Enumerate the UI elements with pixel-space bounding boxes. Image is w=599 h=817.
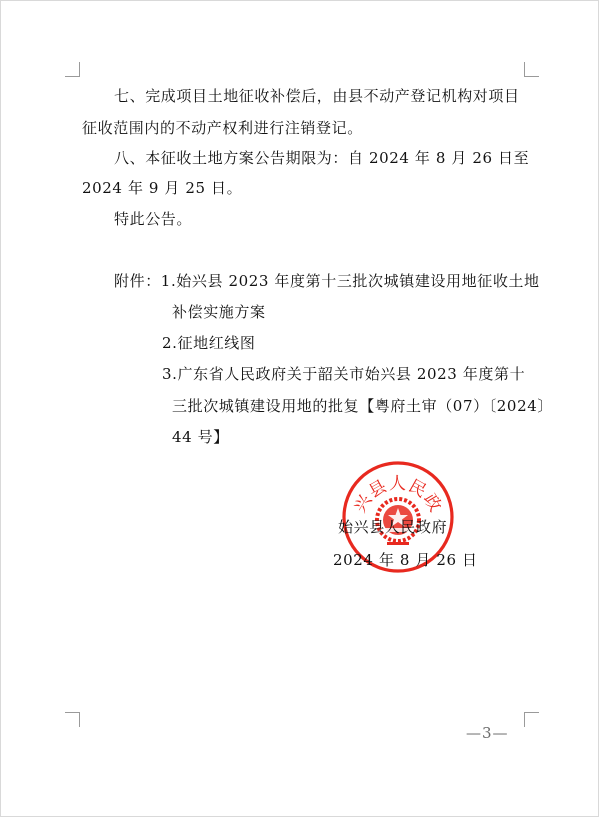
svg-text:兴县人民政: 兴县人民政 [350,474,446,517]
issuer-name: 始兴县人民政府 [338,518,448,536]
crop-mark-top-right [524,62,539,77]
paragraph-7-line-2: 征收范围内的不动产权利进行注销登记。 [82,119,363,137]
issue-date: 2024 年 8 月 26 日 [333,551,478,569]
paragraph-8-line-1: 八、本征收土地方案公告期限为：自 2024 年 8 月 26 日至 [114,149,530,167]
attachment-2: 2.征地红线图 [162,334,256,352]
attachment-1-line-2: 补偿实施方案 [172,303,266,321]
attachment-3-line-2: 三批次城镇建设用地的批复【粤府土审（07）〔2024〕 [172,397,553,415]
attachment-3-line-3: 44 号】 [172,428,229,446]
crop-mark-bottom-right [524,712,539,727]
paragraph-8-line-2: 2024 年 9 月 25 日。 [82,179,243,197]
crop-mark-top-left [65,62,80,77]
announcement-text: 特此公告。 [114,210,193,228]
paragraph-7-line-1: 七、完成项目土地征收补偿后，由县不动产登记机构对项目 [114,87,520,105]
attachment-1-line-1: 附件：1.始兴县 2023 年度第十三批次城镇建设用地征收土地 [114,272,540,290]
page-number: —3— [466,724,509,742]
attachment-3-line-1: 3.广东省人民政府关于韶关市始兴县 2023 年度第十 [162,365,526,383]
crop-mark-bottom-left [65,712,80,727]
